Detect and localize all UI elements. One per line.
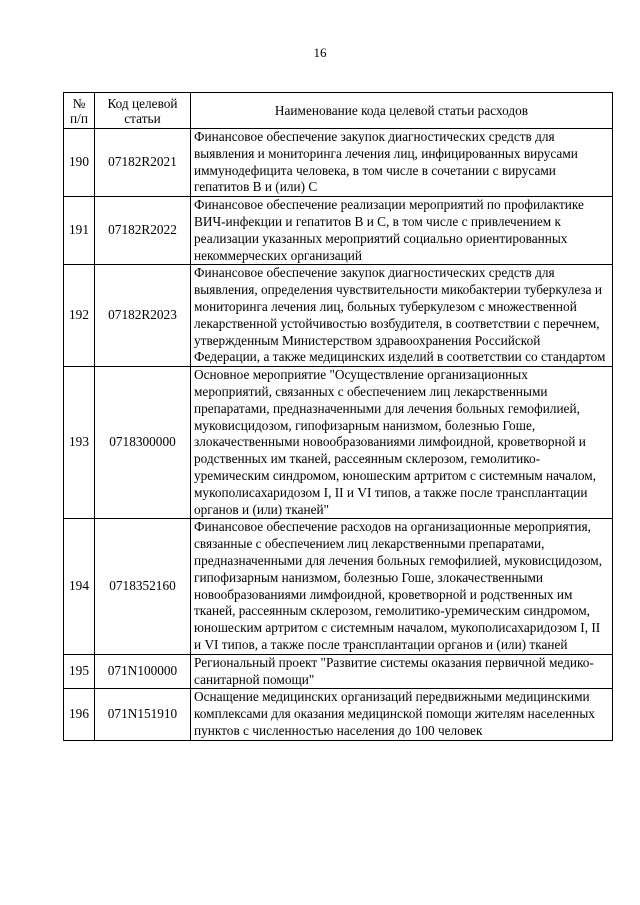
table-row xyxy=(64,197,613,265)
table-row xyxy=(64,519,613,654)
header-number-line2: п/п xyxy=(70,110,88,126)
row-number: 190 xyxy=(64,129,95,197)
table-row xyxy=(64,654,613,689)
row-code: 071N151910 xyxy=(95,689,191,740)
table-row xyxy=(64,367,613,519)
row-code: 0718300000 xyxy=(95,367,191,519)
row-name: Основное мероприятие "Осуществление организационных мероприятий, связанных с обеспечением лиц лекарственными препаратами, предназначенными для лечения больных гемофилией, муковисцидозом, гипофизарным нанизмом, болезнью Гоше, злокачественными новообразованиями лимфоидной, кроветворной и родственных им тканей, рассеянным склерозом, гемолитико-уремическим синдромом, юношеским артритом с системным началом, мукополисахаридозом I, II и VI типов, а также после трансплантации органов и (или) тканей" xyxy=(191,367,613,519)
row-number: 194 xyxy=(64,519,95,654)
header-number-line1: № xyxy=(72,95,86,111)
row-number: 195 xyxy=(64,654,95,689)
header-name: Наименование кода целевой статьи расходов xyxy=(191,93,613,129)
row-number: 192 xyxy=(64,265,95,367)
row-code: 0718352160 xyxy=(95,519,191,654)
row-number: 191 xyxy=(64,197,95,265)
row-number: 196 xyxy=(64,689,95,740)
header-code xyxy=(95,93,191,129)
header-code-line1: Код целевой xyxy=(107,95,178,111)
table-row xyxy=(64,265,613,367)
table-header-row xyxy=(64,93,613,129)
page-number: 16 xyxy=(313,45,327,60)
row-name: Финансовое обеспечение закупок диагностических средств для выявления, определения чувствительности микобактерии туберкулеза и мониторинга лечения лиц, больных туберкулезом с множественной лекарственной устойчивостью возбудителя, в соответствии с перечнем, утвержденным Министерством здравоохранения Российской Федерации, а также медицинских изделий в соответствии со стандартом xyxy=(191,265,613,367)
row-name: Финансовое обеспечение реализации мероприятий по профилактике ВИЧ-инфекции и гепатитов В и С, в том числе с привлечением к реализации указанных мероприятий социально ориентированных некоммерческих организаций xyxy=(191,197,613,265)
header-code-line2: статьи xyxy=(124,110,161,126)
row-code: 071N100000 xyxy=(95,654,191,689)
row-name: Финансовое обеспечение закупок диагностических средств для выявления и мониторинга лечения лиц, инфицированных вирусами иммунодефицита человека, в том числе в сочетании с вирусами гепатитов В и (или) С xyxy=(191,129,613,197)
row-name: Финансовое обеспечение расходов на организационные мероприятия, связанные с обеспечением лиц лекарственными препаратами, предназначенными для лечения больных гемофилией, муковисцидозом, гипофизарным нанизмом, болезнью Гоше, злокачественными новообразованиями лимфоидной, кроветворной и родственных им тканей, рассеянным склерозом, гемолитико-уремическим синдромом, юношеским артритом с системным началом, мукополисахаридозом I, II и VI типов, а также после трансплантации органов и (или) тканей xyxy=(191,519,613,654)
row-name: Региональный проект "Развитие системы оказания первичной медико-санитарной помощи" xyxy=(191,654,613,689)
row-code: 07182R2021 xyxy=(95,129,191,197)
row-number: 193 xyxy=(64,367,95,519)
table-row xyxy=(64,689,613,740)
header-number xyxy=(64,93,95,129)
row-code: 07182R2022 xyxy=(95,197,191,265)
table-row xyxy=(64,129,613,197)
row-name: Оснащение медицинских организаций передвижными медицинскими комплексами для оказания медицинской помощи жителям населенных пунктов с численностью населения до 100 человек xyxy=(191,689,613,740)
row-code: 07182R2023 xyxy=(95,265,191,367)
target-items-table xyxy=(63,92,613,741)
